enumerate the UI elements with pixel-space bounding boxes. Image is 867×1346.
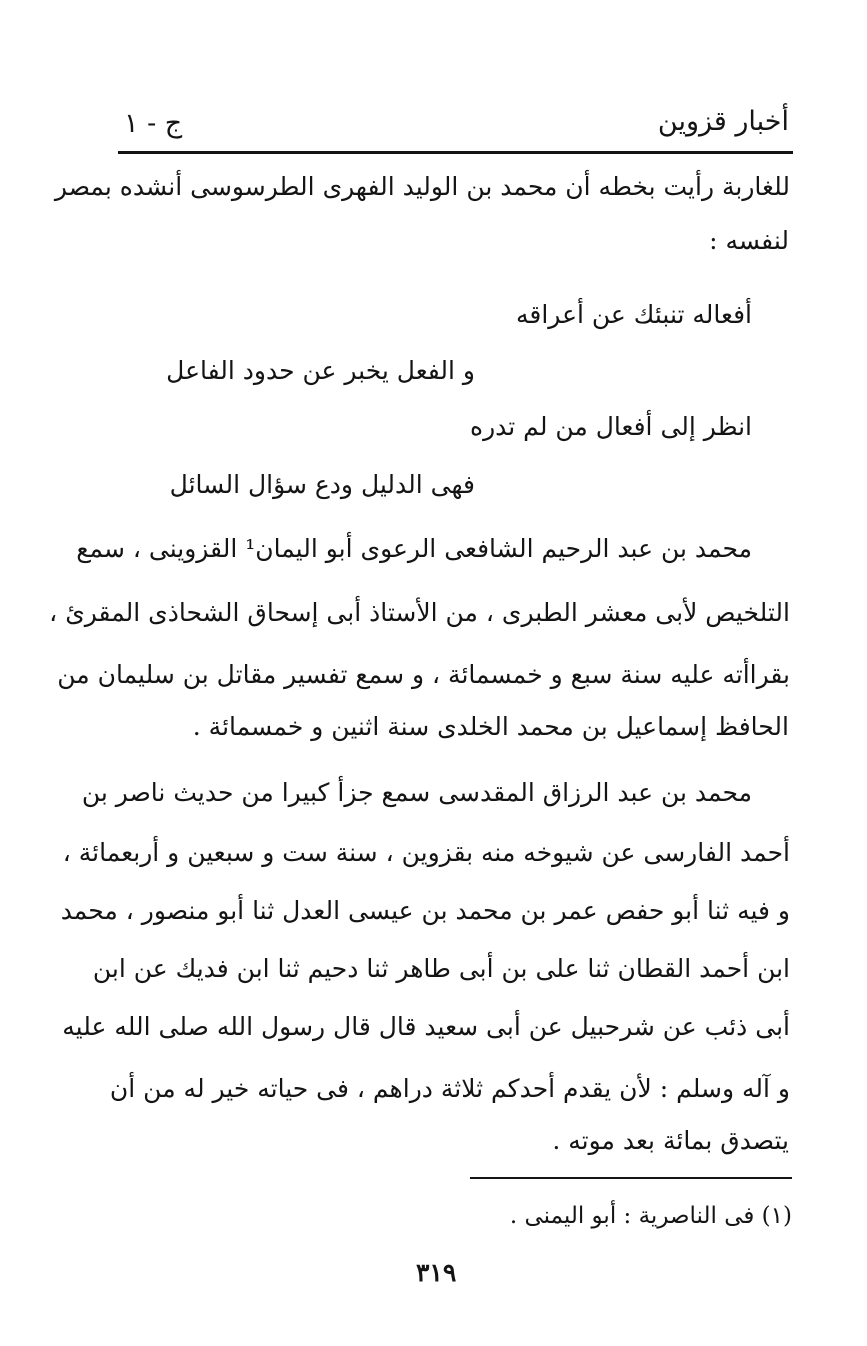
text-line: الحافظ إسماعيل بن محمد الخلدى سنة اثنين و خمسمائة . bbox=[192, 712, 789, 741]
verse-line: أفعاله تنبئك عن أعراقه bbox=[516, 300, 752, 329]
text-line: أبى ذئب عن شرحبيل عن أبى سعيد قال قال رسول الله صلى الله عليه bbox=[62, 1012, 790, 1041]
text-line: و فيه ثنا أبو حفص عمر بن محمد بن عيسى العدل ثنا أبو منصور ، محمد bbox=[60, 896, 790, 925]
header-rule bbox=[118, 151, 793, 154]
running-title: أخبار قزوين bbox=[657, 106, 789, 137]
verse-line: و الفعل يخبر عن حدود الفاعل bbox=[166, 356, 475, 385]
text-line: يتصدق بمائة بعد موته . bbox=[552, 1126, 789, 1155]
footnote-rule bbox=[470, 1177, 792, 1179]
text-line: محمد بن عبد الرحيم الشافعى الرعوى أبو اليمان¹ القزوينى ، سمع bbox=[76, 534, 752, 563]
text-line: أحمد الفارسى عن شيوخه منه بقزوين ، سنة ست و سبعين و أربعمائة ، bbox=[62, 838, 790, 867]
text-line: التلخيص لأبى معشر الطبرى ، من الأستاذ أبى إسحاق الشحاذى المقرئ ، bbox=[49, 598, 790, 627]
verse-line: انظر إلى أفعال من لم تدره bbox=[469, 412, 752, 441]
volume-label: ج - ١ bbox=[124, 108, 183, 139]
text-line: بقراأته عليه سنة سبع و خمسمائة ، و سمع تفسير مقاتل بن سليمان من bbox=[57, 660, 790, 689]
footnote: (١) فى الناصرية : أبو اليمنى . bbox=[509, 1203, 792, 1229]
text-line: للغاربة رأيت بخطه أن محمد بن الوليد الفهرى الطرسوسى أنشده بمصر bbox=[54, 172, 790, 201]
verse-line: فهى الدليل ودع سؤال السائل bbox=[169, 470, 475, 499]
page-number: ٣١٩ bbox=[416, 1258, 457, 1287]
text-line: لنفسه : bbox=[709, 226, 789, 255]
text-line: و آله وسلم : لأن يقدم أحدكم ثلاثة دراهم ، فى حياته خير له من أن bbox=[109, 1074, 790, 1103]
text-line: ابن أحمد القطان ثنا على بن أبى طاهر ثنا دحيم ثنا ابن فديك عن ابن bbox=[92, 954, 790, 983]
text-line: محمد بن عبد الرزاق المقدسى سمع جزأ كبيرا من حديث ناصر بن bbox=[81, 778, 752, 807]
